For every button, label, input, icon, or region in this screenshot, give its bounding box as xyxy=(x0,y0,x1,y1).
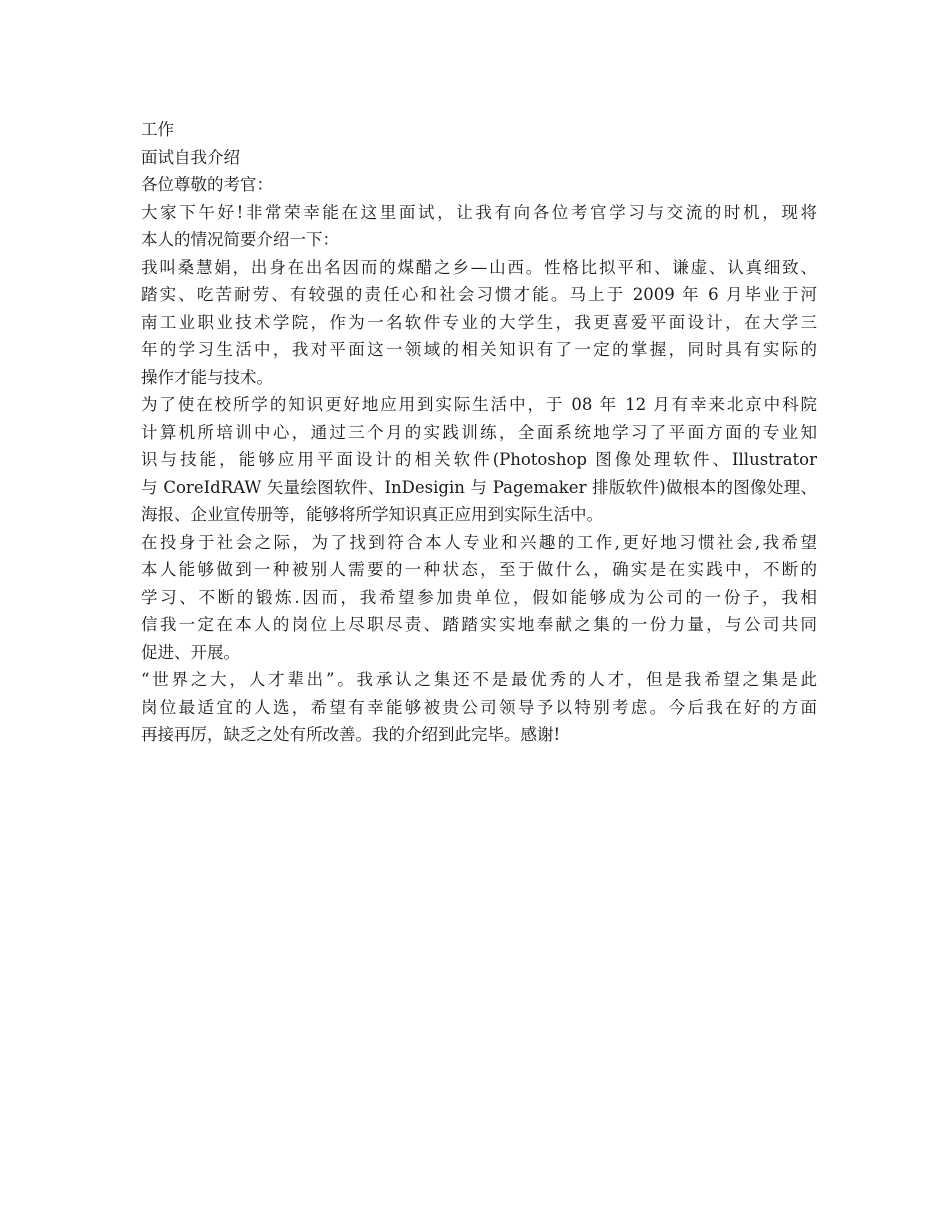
paragraph-line: 再接再厉，缺乏之处有所改善。我的介绍到此完毕。感谢! xyxy=(141,725,561,744)
document-page xyxy=(141,116,817,749)
paragraph-self-intro xyxy=(141,254,817,392)
paragraph-line: 本人能够做到一种被别人需要的一种状态，至于做什么，确实是在实践中，不断的 xyxy=(141,560,817,579)
paragraph-line: 与 CoreIdRAW 矢量绘图软件、InDesigin 与 Pagemaker 排版软件)做根本的图像处理、 xyxy=(141,477,817,497)
paragraph-line: 计算机所培训中心，通过三个月的实践训练，全面系统地学习了平面方面的专业知 xyxy=(141,422,817,442)
heading-work: 工作 xyxy=(141,120,174,139)
paragraph-line: 岗位最适宜的人选，希望有幸能够被贵公司领导予以特别考虑。今后我在好的方面 xyxy=(141,697,817,717)
heading-title: 面试自我介绍 xyxy=(141,147,240,167)
paragraph-training xyxy=(141,391,817,529)
paragraph-line: “世界之大，人才辈出”。我承认之集还不是最优秀的人才，但是我希望之集是此 xyxy=(141,670,817,689)
paragraph-line: 年的学习生活中，我对平面这一领域的相关知识有了一定的掌握，同时具有实际的 xyxy=(141,340,817,359)
paragraph-line: 操作才能与技术。 xyxy=(141,367,273,387)
salutation: 各位尊敬的考官： xyxy=(141,175,273,194)
paragraph-line: 海报、企业宣传册等，能够将所学知识真正应用到实际生活中。 xyxy=(141,505,603,524)
paragraph-line: 在投身于社会之际，为了找到符合本人专业和兴趣的工作,更好地习惯社会,我希望 xyxy=(141,532,817,552)
paragraph-line: 信我一定在本人的岗位上尽职尽责、踏踏实实地奉献之集的一份力量，与公司共同 xyxy=(141,615,817,634)
paragraph-line: 我叫桑慧娟，出身在出名因而的煤醋之乡—山西。性格比拟平和、谦虚、认真细致、 xyxy=(141,257,817,277)
paragraph-line: 为了使在校所学的知识更好地应用到实际生活中，于 08 年 12 月有幸来北京中科院 xyxy=(141,395,817,414)
paragraph-line: 学习、不断的锻炼.因而，我希望参加贵单位，假如能够成为公司的一份子，我相 xyxy=(141,587,817,607)
paragraph-line: 识与技能，能够应用平面设计的相关软件(Photoshop 图像处理软件、Illustrator xyxy=(141,450,817,469)
paragraph-line: 促进、开展。 xyxy=(141,642,240,662)
paragraph-greeting xyxy=(141,199,817,254)
paragraph-line: 南工业职业技术学院，作为一名软件专业的大学生，我更喜爱平面设计，在大学三 xyxy=(141,312,817,332)
paragraph-line: 本人的情况简要介绍一下： xyxy=(141,230,339,249)
paragraph-aspiration xyxy=(141,529,817,667)
paragraph-line: 踏实、吃苦耐劳、有较强的责任心和社会习惯才能。马上于 2009 年 6 月毕业于河 xyxy=(141,285,817,304)
paragraph-line: 大家下午好!非常荣幸能在这里面试，让我有向各位考官学习与交流的时机，现将 xyxy=(141,202,817,222)
paragraph-closing xyxy=(141,666,817,749)
